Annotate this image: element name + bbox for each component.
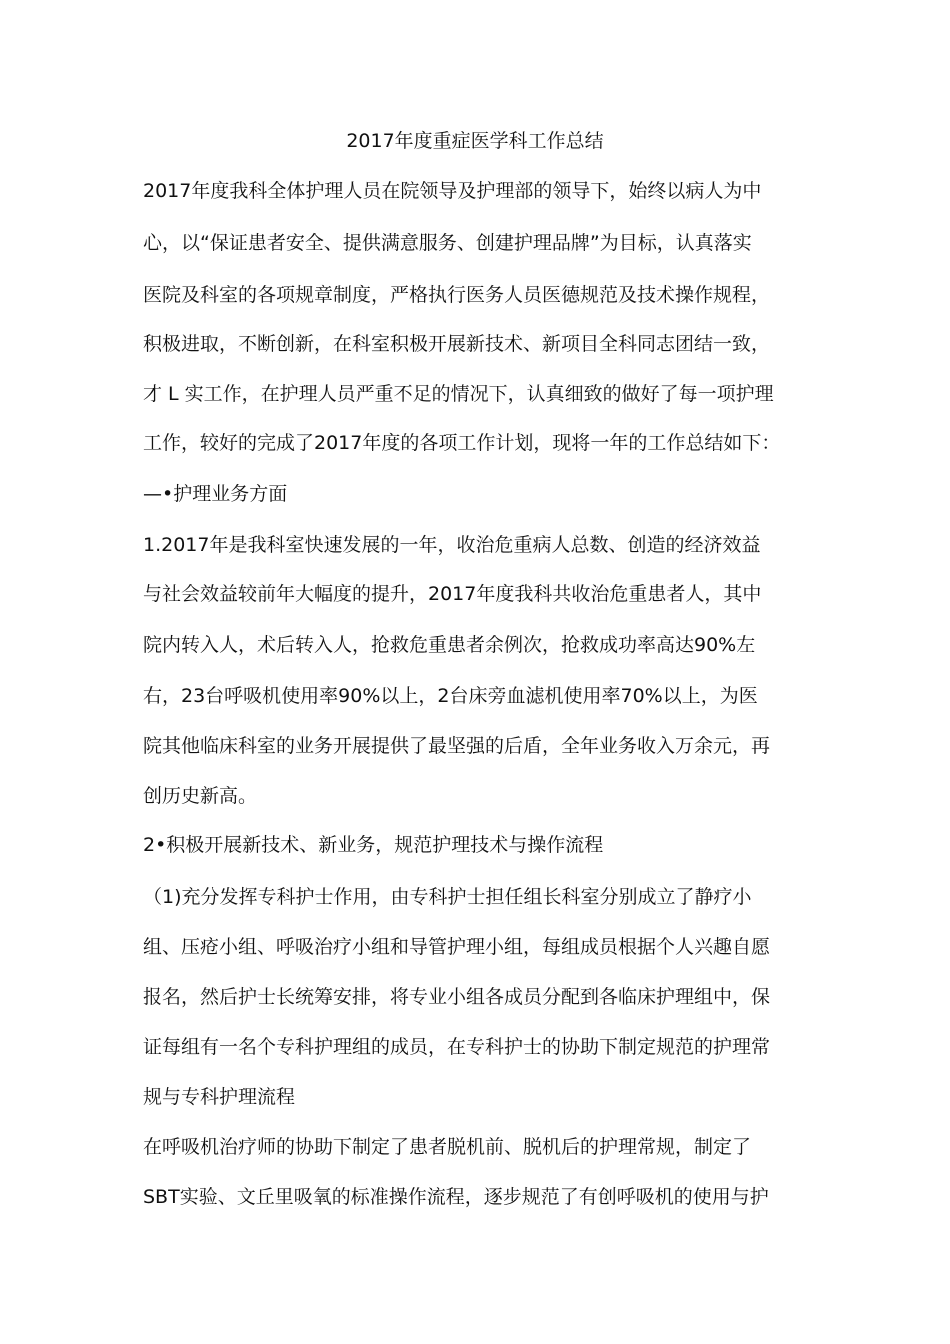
paragraph-line: 工作，较好的完成了2017年度的各项工作计划，现将一年的工作总结如下： xyxy=(143,432,781,454)
document-title: 2017年度重症医学科工作总结 xyxy=(346,130,604,152)
paragraph-line: 医院及科室的各项规章制度，严格执行医务人员医德规范及技术操作规程， xyxy=(143,284,771,306)
paragraph-line: 组、压疮小组、呼吸治疗小组和导管护理小组，每组成员根据个人兴趣自愿 xyxy=(143,936,771,958)
paragraph-line: 创历史新高。 xyxy=(143,785,258,807)
paragraph-line: 规与专科护理流程 xyxy=(143,1086,296,1108)
paragraph-line: SBT实验、文丘里吸氧的标准操作流程，逐步规范了有创呼吸机的使用与护 xyxy=(143,1186,769,1208)
paragraph-line: （1)充分发挥专科护士作用，由专科护士担任组长科室分别成立了静疗小 xyxy=(143,886,752,908)
paragraph-line: 在呼吸机治疗师的协助下制定了患者脱机前、脱机后的护理常规，制定了 xyxy=(143,1136,752,1158)
paragraph-line: 报名，然后护士长统筹安排，将专业小组各成员分配到各临床护理组中，保 xyxy=(143,986,771,1008)
paragraph-line: 与社会效益较前年大幅度的提升，2017年度我科共收治危重患者人，其中 xyxy=(143,583,762,605)
paragraph-line: 心，以“保证患者安全、提供满意服务、创建护理品牌”为目标，认真落实 xyxy=(143,232,752,254)
paragraph-line: 证每组有一名个专科护理组的成员，在专科护士的协助下制定规范的护理常 xyxy=(143,1036,771,1058)
section-heading: —•护理业务方面 xyxy=(143,483,288,505)
paragraph-line: 院内转入人，术后转入人，抢救危重患者余例次，抢救成功率高达90%左 xyxy=(143,634,756,656)
paragraph-line: 院其他临床科室的业务开展提供了最坚强的后盾，全年业务收入万余元，再 xyxy=(143,735,771,757)
paragraph-line: 右，23台呼吸机使用率90%以上，2台床旁血滤机使用率70%以上，为医 xyxy=(143,685,758,707)
paragraph-line: 积极进取，不断创新，在科室积极开展新技术、新项目全科同志团结一致， xyxy=(143,333,771,355)
paragraph-line: 才 L 实工作，在护理人员严重不足的情况下，认真细致的做好了每一项护理 xyxy=(143,383,774,405)
paragraph-line: 1.2017年是我科室快速发展的一年，收治危重病人总数、创造的经济效益 xyxy=(143,534,761,556)
section-heading: 2•积极开展新技术、新业务，规范护理技术与操作流程 xyxy=(143,834,604,856)
paragraph-line: 2017年度我科全体护理人员在院领导及护理部的领导下，始终以病人为中 xyxy=(143,180,762,202)
